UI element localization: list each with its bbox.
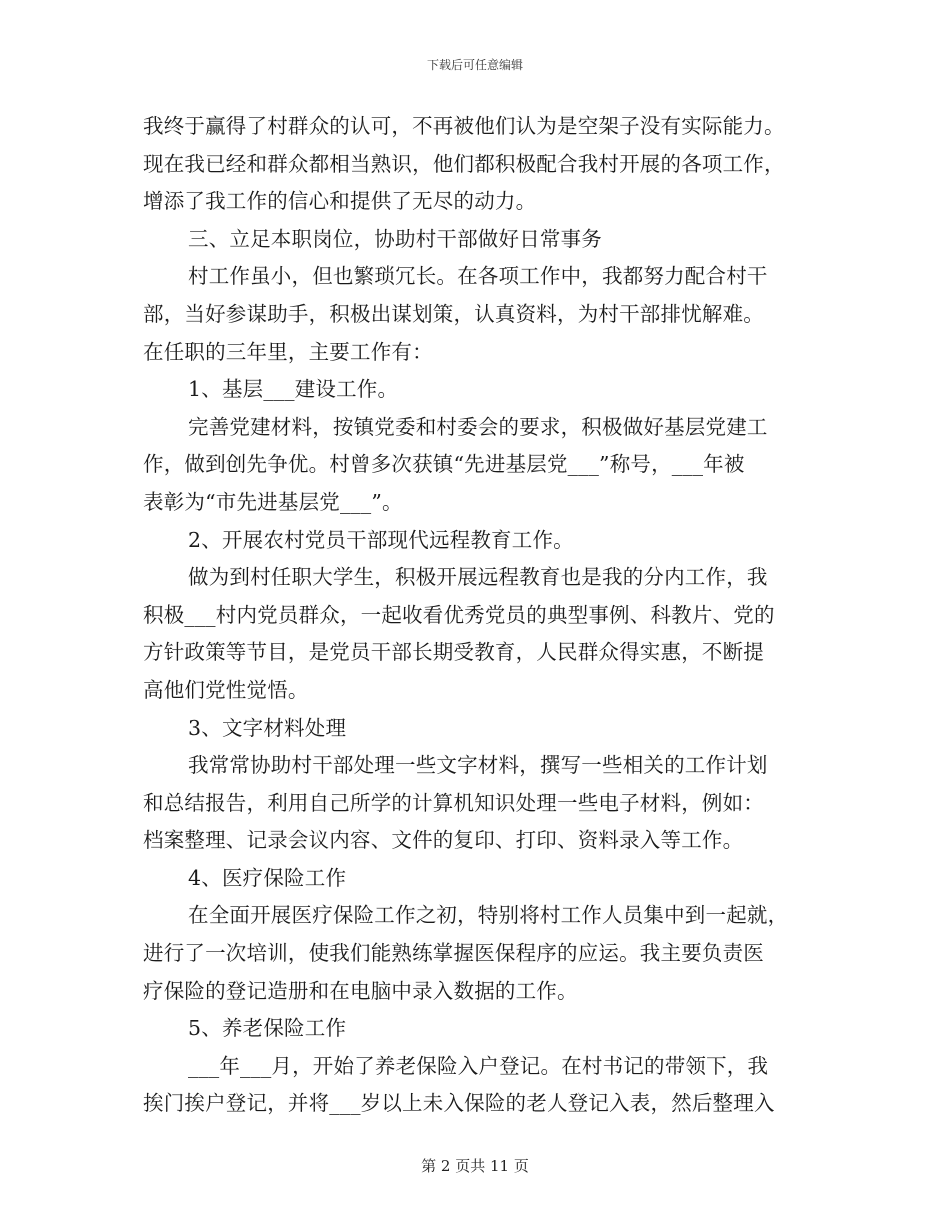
text-line: 高他们党性觉悟。 (143, 677, 309, 702)
text-line: 做为到村任职大学生，积极开展远程教育也是我的分内工作，我 (188, 565, 768, 590)
text-line: 村工作虽小，但也繁琐冗长。在各项工作中，我都努力配合村干 (188, 264, 768, 289)
text-line: ___年___月，开始了养老保险入户登记。在村书记的带领下，我 (188, 1053, 769, 1078)
text-line: 三、立足本职岗位，协助村干部做好日常事务 (188, 226, 602, 251)
text-line: 和总结报告，利用自己所学的计算机知识处理一些电子材料，例如： (143, 790, 764, 815)
text-line: 方针政策等节目，是党员干部长期受教育，人民群众得实惠，不断提 (143, 640, 764, 665)
text-line: 我常常协助村干部处理一些文字材料，撰写一些相关的工作计划 (188, 753, 768, 778)
text-line: 在任职的三年里，主要工作有： (143, 339, 433, 364)
text-line: 部，当好参谋助手，积极出谋划策，认真资料，为村干部排忧解难。 (143, 301, 764, 326)
text-line: 进行了一次培训，使我们能熟练掌握医保程序的应运。我主要负责医 (143, 941, 764, 966)
text-line: 4、医疗保险工作 (188, 865, 347, 890)
page-header: 下载后可任意编辑 (426, 58, 523, 72)
text-line: 1、基层___建设工作。 (188, 377, 399, 402)
text-line: 2、开展农村党员干部现代远程教育工作。 (188, 527, 574, 552)
text-line: 完善党建材料，按镇党委和村委会的要求，积极做好基层党建工 (188, 414, 768, 439)
text-line: 3、文字材料处理 (188, 715, 347, 740)
document-body (143, 108, 805, 1123)
text-line: 疗保险的登记造册和在电脑中录入数据的工作。 (143, 978, 578, 1003)
text-line: 作，做到创先争优。村曾多次获镇“先进基层党___”称号，___年被 (143, 452, 745, 477)
text-line: 挨门挨户登记，并将___岁以上未入保险的老人登记入表，然后整理入 (143, 1091, 775, 1116)
text-line: 在全面开展医疗保险工作之初，特别将村工作人员集中到一起就， (188, 903, 789, 928)
text-line: 我终于赢得了村群众的认可，不再被他们认为是空架子没有实际能力。 (143, 114, 785, 138)
text-line: 增添了我工作的信心和提供了无尽的动力。 (143, 189, 537, 214)
page-footer: 第 2 页共 11 页 (421, 1157, 529, 1175)
text-line: 档案整理、记录会议内容、文件的复印、打印、资料录入等工作。 (143, 828, 744, 853)
text-line: 现在我已经和群众都相当熟识，他们都积极配合我村开展的各项工作， (143, 151, 785, 176)
text-line: 5、养老保险工作 (188, 1016, 347, 1041)
text-line: 积极___村内党员群众，一起收看优秀党员的典型事例、科教片、党的 (143, 602, 775, 627)
text-line: 表彰为“市先进基层党___”。 (143, 489, 403, 514)
